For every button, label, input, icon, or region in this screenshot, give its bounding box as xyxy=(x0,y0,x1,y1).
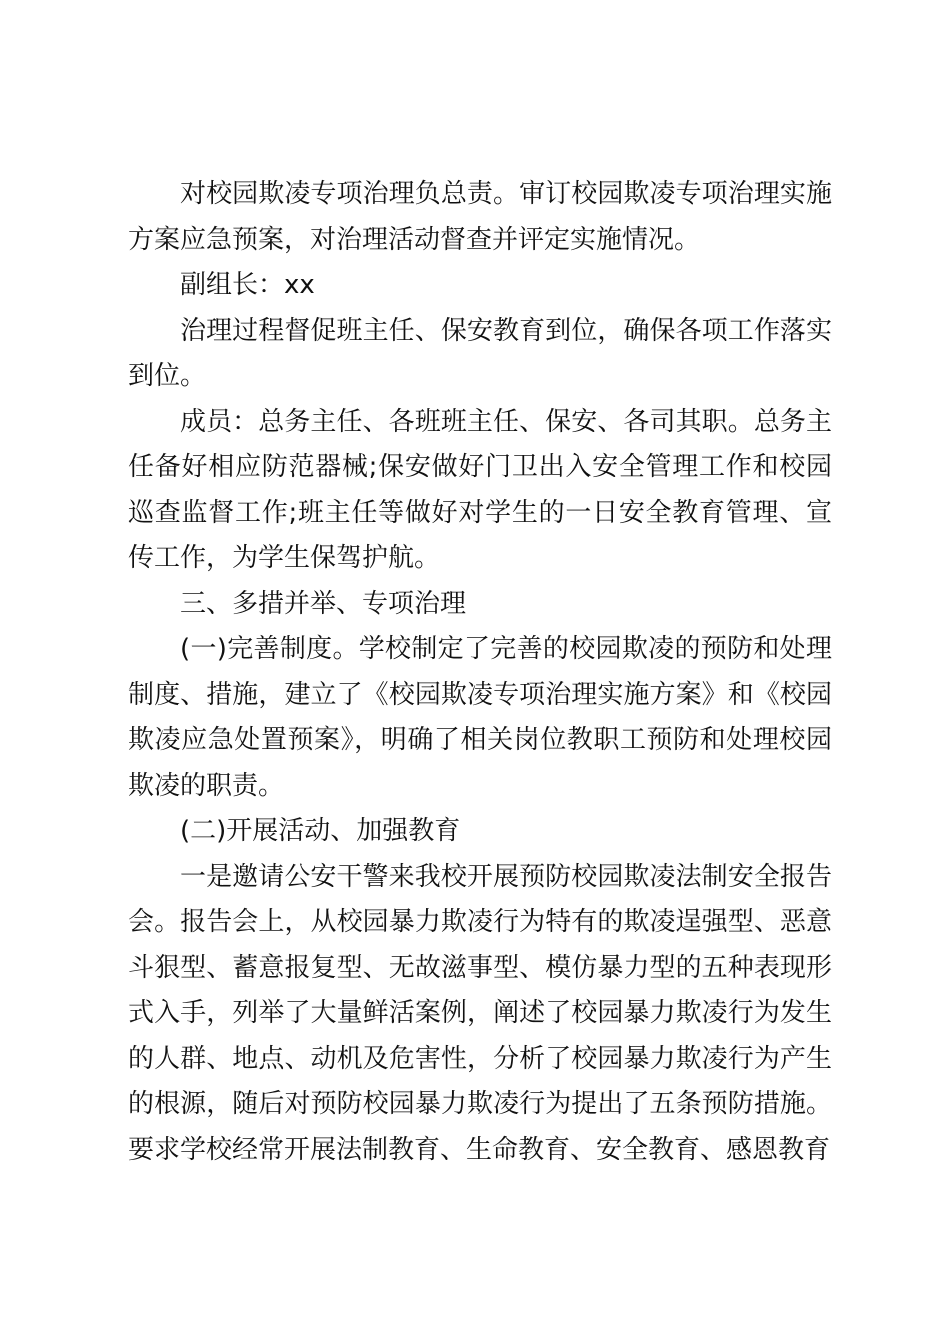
subheading-activities: (二)开展活动、加强教育 xyxy=(180,816,461,846)
section-heading-measures: 三、多措并举、专项治理 xyxy=(180,588,467,619)
paragraph-improve-system: (一)完善制度。学校制定了完善的校园欺凌的预防和处理制度、措施，建立了《校园欺凌专项治理实施方案》和《校园欺凌应急处置预案》，明确了相关岗位教职工预防和处理校园欺凌的职责。 xyxy=(128,634,832,801)
paragraph-police-report: 一是邀请公安干警来我校开展预防校园欺凌法制安全报告会。报告会上，从校园暴力欺凌行为特有的欺凌逞强型、恶意斗狠型、蓄意报复型、无故滋事型、模仿暴力型的五种表现形式入手，列举了大量鲜活案例，阐述了校园暴力欺凌行为发生的人群、地点、动机及危害性，分析了校园暴力欺凌行为产生的根源，随后对预防校园暴力欺凌行为提出了五条预防措施。要求学校经常开展法制教育、生命教育、安全教育、感恩教育 xyxy=(128,861,832,1165)
paragraph-members: 成员：总务主任、各班班主任、保安、各司其职。总务主任备好相应防范器械;保安做好门卫出入安全管理工作和校园巡查监督工作;班主任等做好对学生的一日安全教育管理、宣传工作，为学生保驾护航。 xyxy=(128,406,832,573)
document-body xyxy=(128,172,832,1173)
paragraph-leader-duties: 对校园欺凌专项治理负总责。审订校园欺凌专项治理实施方案应急预案，对治理活动督查并评定实施情况。 xyxy=(128,179,832,255)
paragraph-deputy-duties: 治理过程督促班主任、保安教育到位，确保各项工作落实到位。 xyxy=(128,315,832,391)
paragraph-deputy-leader: 副组长：xx xyxy=(180,270,315,300)
